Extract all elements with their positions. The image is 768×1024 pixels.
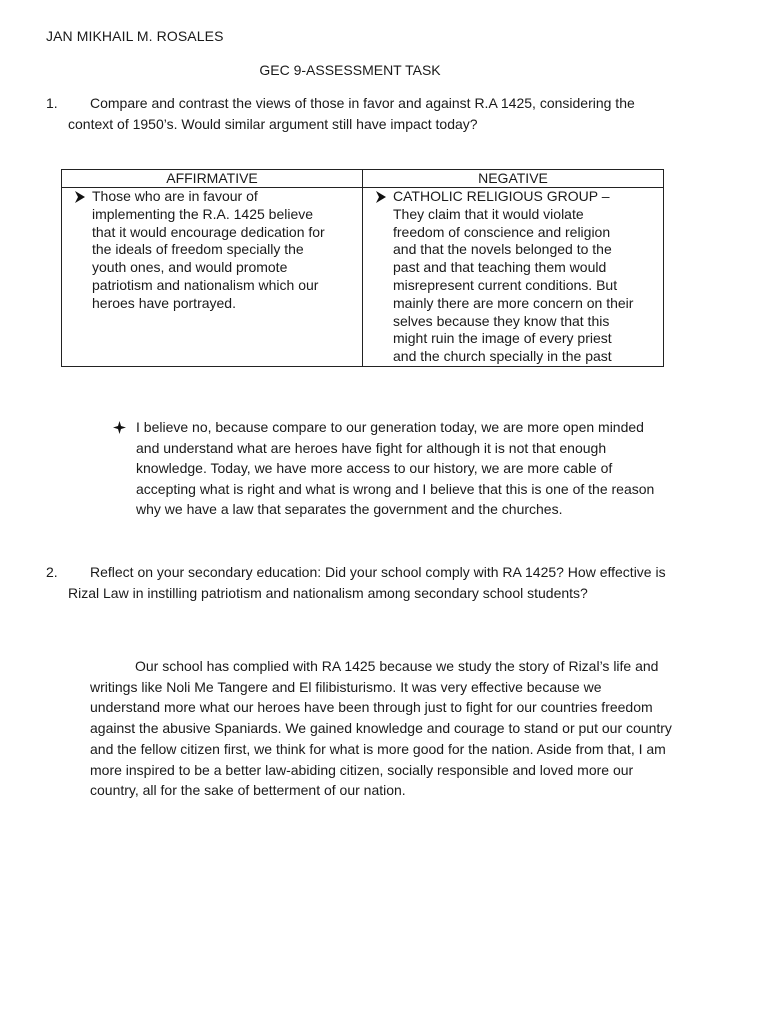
document-title: GEC 9-ASSESSMENT TASK bbox=[259, 62, 441, 78]
opinion-paragraph bbox=[113, 417, 668, 520]
negative-text: CATHOLIC RELIGIOUS GROUP – They claim that it would violate freedom of conscience and religion and that the novels belonged to the past and that teaching them would misrepresent current conditions. But mainly there are more concern on their selves because they know that this might ruin the image of every priest and the church specially in the past bbox=[393, 188, 634, 365]
question-1-number: 1. bbox=[46, 95, 58, 111]
negative-cell bbox=[363, 188, 664, 367]
table-row bbox=[62, 188, 664, 367]
table-header-row bbox=[62, 170, 664, 188]
affirmative-text: Those who are in favour of implementing the R.A. 1425 believe that it would encourage dedication for the ideals of freedom specially the youth ones, and would promote patriotism and nationalism which our heroes have portrayed. bbox=[92, 188, 325, 311]
arrow-bullet-icon bbox=[74, 190, 86, 204]
negative-header: NEGATIVE bbox=[363, 170, 664, 188]
answer-2-paragraph: Our school has complied with RA 1425 because we study the story of Rizal’s life and writings like Noli Me Tangere and El filibisturismo. It was very effective because we understand more what our heroes have been through just to fight for our countries freedom against the abusive Spaniards. We gained knowledge and courage to stand or put our country and the fellow citizen first, we think for what is more good for the nation. Aside from that, I am more inspired to be a better law-abiding citizen, socially responsible and loved more our country, all for the sake of betterment of our nation. bbox=[90, 658, 672, 799]
author-name: JAN MIKHAIL M. ROSALES bbox=[46, 28, 224, 44]
affirmative-cell bbox=[62, 188, 363, 367]
diamond-bullet-icon bbox=[113, 421, 126, 434]
question-2-text: Reflect on your secondary education: Did your school comply with RA 1425? How effective is Rizal Law in instilling patriotism and nationalism among secondary school students? bbox=[68, 564, 666, 601]
affirmative-header: AFFIRMATIVE bbox=[62, 170, 363, 188]
opinion-text: I believe no, because compare to our generation today, we are more open minded and understand what are heroes have fight for although it is not that enough knowledge. Today, we have more access to our history, we are more cable of accepting what is right and what is wrong and I believe that this is one of the reason why we have a law that separates the government and the churches. bbox=[136, 419, 655, 518]
question-2-number: 2. bbox=[46, 564, 58, 580]
views-table bbox=[61, 169, 664, 367]
question-1-text: Compare and contrast the views of those in favor and against R.A 1425, considering the context of 1950’s. Would similar argument still have impact today? bbox=[68, 95, 635, 132]
question-1 bbox=[46, 93, 676, 134]
question-2 bbox=[46, 562, 666, 604]
arrow-bullet-icon bbox=[375, 190, 387, 204]
